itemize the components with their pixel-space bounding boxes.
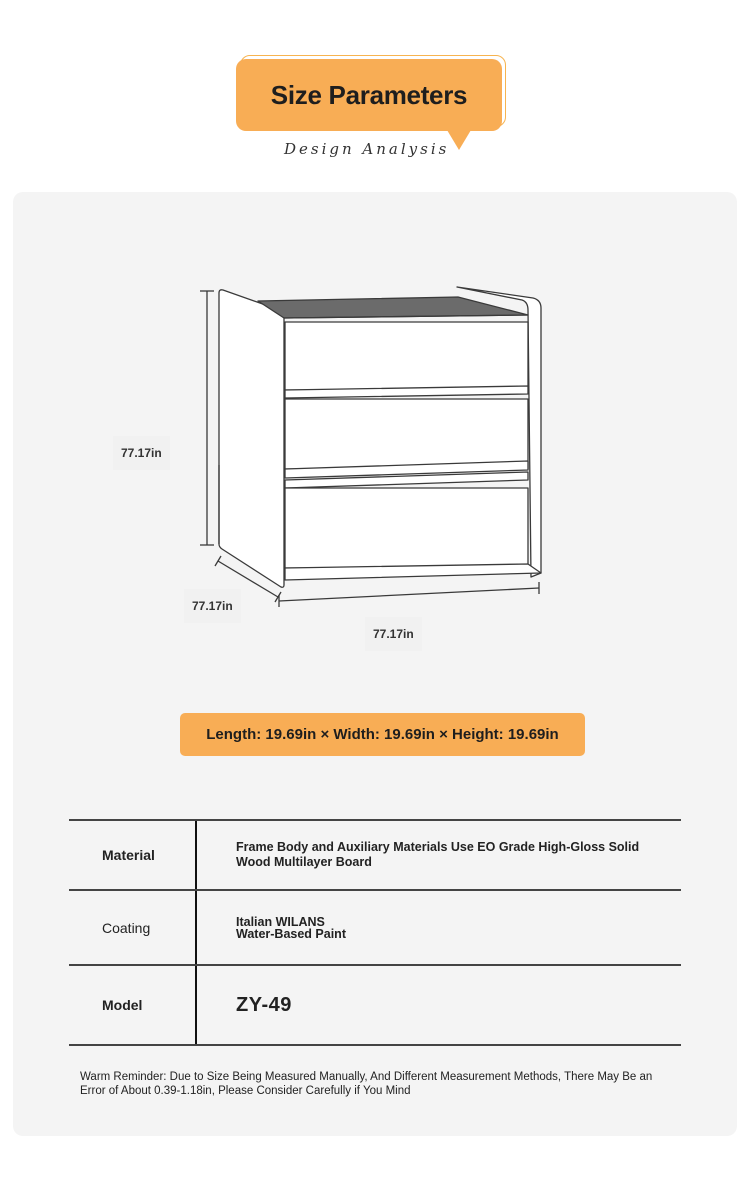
model-label: Model: [102, 997, 143, 1013]
height-dimension-line: [200, 291, 214, 545]
spec-row-model: [69, 964, 681, 1046]
warm-reminder: Warm Reminder: Due to Size Being Measured Manually, And Different Measurement Methods, There May Be an Error of About 0.39-1.18in, Please Consider Carefully if You Mind: [80, 1071, 653, 1097]
spec-table: [69, 819, 681, 1046]
height-label: 77.17in: [113, 436, 170, 470]
model-value: ZY-49: [236, 993, 292, 1016]
coating-value-line2: Water-Based Paint: [236, 926, 346, 941]
spec-row-coating: [69, 889, 681, 964]
drawer-bottom: [285, 488, 528, 568]
coating-value: [236, 891, 641, 964]
spec-row-material: [69, 819, 681, 889]
dimensions-summary: Length: 19.69in × Width: 19.69in × Height: 19.69in: [180, 713, 585, 756]
page-subtitle: Design Analysis: [284, 140, 450, 158]
depth-label: 77.17in: [184, 589, 241, 623]
page-title: Size Parameters: [236, 59, 502, 131]
material-value: Frame Body and Auxiliary Materials Use EO Grade High-Gloss Solid Wood Multilayer Board: [236, 840, 640, 869]
coating-value-line1: Italian WILANS: [236, 914, 325, 929]
drawer-middle: [285, 399, 528, 469]
left-side-panel: [219, 290, 284, 587]
width-label: 77.17in: [365, 617, 422, 651]
width-dimension-line: [279, 582, 539, 607]
coating-label: Coating: [102, 919, 151, 936]
material-label: Material: [102, 847, 155, 863]
drawer-top: [285, 322, 528, 390]
